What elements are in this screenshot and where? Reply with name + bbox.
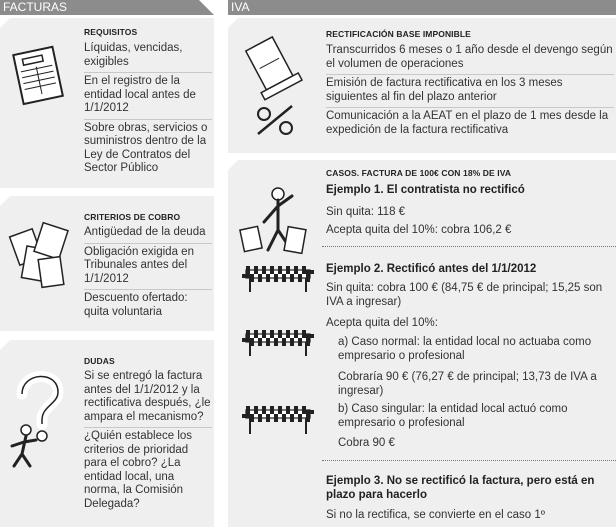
ejemplo-3-nota: Si no la rectifica, se convierte en el caso 1º <box>326 509 545 521</box>
dudas-title: DUDAS <box>84 356 115 366</box>
panel-notch <box>0 196 10 206</box>
invoice-document-icon <box>4 40 76 110</box>
criterios-list <box>84 224 212 322</box>
requisitos-title: REQUISITOS <box>84 27 138 37</box>
hurdles-runner-icon <box>232 184 322 454</box>
list-item: Descuento ofertado: quita voluntaria <box>84 292 188 318</box>
ejemplo-2-sin-quita: Sin quita: cobra 100 € (84,75 € de principal; 15,25 son IVA a ingresar) <box>326 282 603 308</box>
hurdle-2 <box>246 334 310 356</box>
rectificacion-title: RECTIFICACIÓN BASE IMPONIBLE <box>326 29 471 39</box>
criterios-title: CRITERIOS DE COBRO <box>84 212 181 222</box>
ejemplo-2-caso-a: a) Caso normal: la entidad local no actuaba como empresario o profesional <box>338 336 592 362</box>
ejemplo-1-title: Ejemplo 1. El contratista no rectificó <box>326 184 525 196</box>
requisitos-panel <box>0 18 214 188</box>
panel-notch <box>0 340 10 350</box>
list-item: Si se entregó la factura antes del 1/1/2012 y la rectificativa después, ¿le ampara el mecanismo? <box>84 368 212 428</box>
header-corner-decoration <box>199 0 214 15</box>
facturas-header-label: FACTURAS <box>3 0 68 14</box>
ejemplo-1-sin-quita: Sin quita: 118 € <box>326 206 406 218</box>
hurdle-3 <box>246 410 310 434</box>
panel-notch <box>0 18 10 28</box>
ejemplo-2-caso-b: b) Caso singular: la entidad local actuó como empresario o profesional <box>338 403 568 429</box>
panel-notch <box>228 160 238 170</box>
ejemplo-2-caso-b-cobro: Cobra 90 € <box>338 437 395 449</box>
stacked-papers-icon <box>4 218 76 294</box>
rectificacion-panel <box>228 18 616 153</box>
list-item: Transcurridos 6 meses o 1 año desde el devengo según el volumen de operaciones <box>326 42 614 75</box>
requisitos-list <box>84 40 212 179</box>
casos-title: CASOS. FACTURA DE 100€ CON 18% DE IVA <box>326 168 512 178</box>
list-item: En el registro de la entidad local antes de 1/1/2012 <box>84 73 212 120</box>
ejemplo-2-title: Ejemplo 2. Rectificó antes del 1/1/2012 <box>326 263 537 275</box>
dudas-panel <box>0 340 214 527</box>
list-item: Obligación exigida en Tribunales antes del 1/1/2012 <box>84 244 212 291</box>
list-item: Antigüedad de la deuda <box>84 224 212 244</box>
list-item: ¿Quién establece los criterios de prioridad para el cobro? ¿La entidad local, una norma, la Comisión Delegada? <box>84 430 193 510</box>
iva-header-label: IVA <box>231 0 250 14</box>
facturas-header <box>0 0 214 15</box>
percent-stamp-icon <box>234 30 314 142</box>
dudas-list <box>84 368 212 514</box>
criterios-panel <box>0 196 214 331</box>
hurdle-1 <box>246 270 310 292</box>
ejemplo-3-title: Ejemplo 3. No se rectificó la factura, pero está en plazo para hacerlo <box>326 475 595 501</box>
list-item: Sobre obras, servicios o suministros dentro de la Ley de Contratos del Sector Público <box>84 121 208 174</box>
list-item: Líquidas, vencidas, exigibles <box>84 40 212 73</box>
list-item: Comunicación a la AEAT en el plazo de 1 mes desde la expedición de la factura rectificativa <box>326 110 609 136</box>
list-item: Emisión de factura rectificativa en los 3 meses siguientes al fin del plazo anterior <box>326 75 614 108</box>
panel-notch <box>228 18 238 28</box>
ejemplo-2-caso-a-cobro: Cobraría 90 € (76,27 € de principal; 13,73 de IVA a ingresar) <box>338 371 597 397</box>
ejemplo-1-con-quita: Acepta quita del 10%: cobra 106,2 € <box>326 224 512 236</box>
rectificacion-list <box>326 42 614 140</box>
question-mark-person-icon <box>2 360 80 470</box>
iva-header <box>228 0 616 15</box>
divider <box>322 460 616 461</box>
divider <box>322 246 616 247</box>
ejemplo-2-con-quita: Acepta quita del 10%: <box>326 317 438 329</box>
